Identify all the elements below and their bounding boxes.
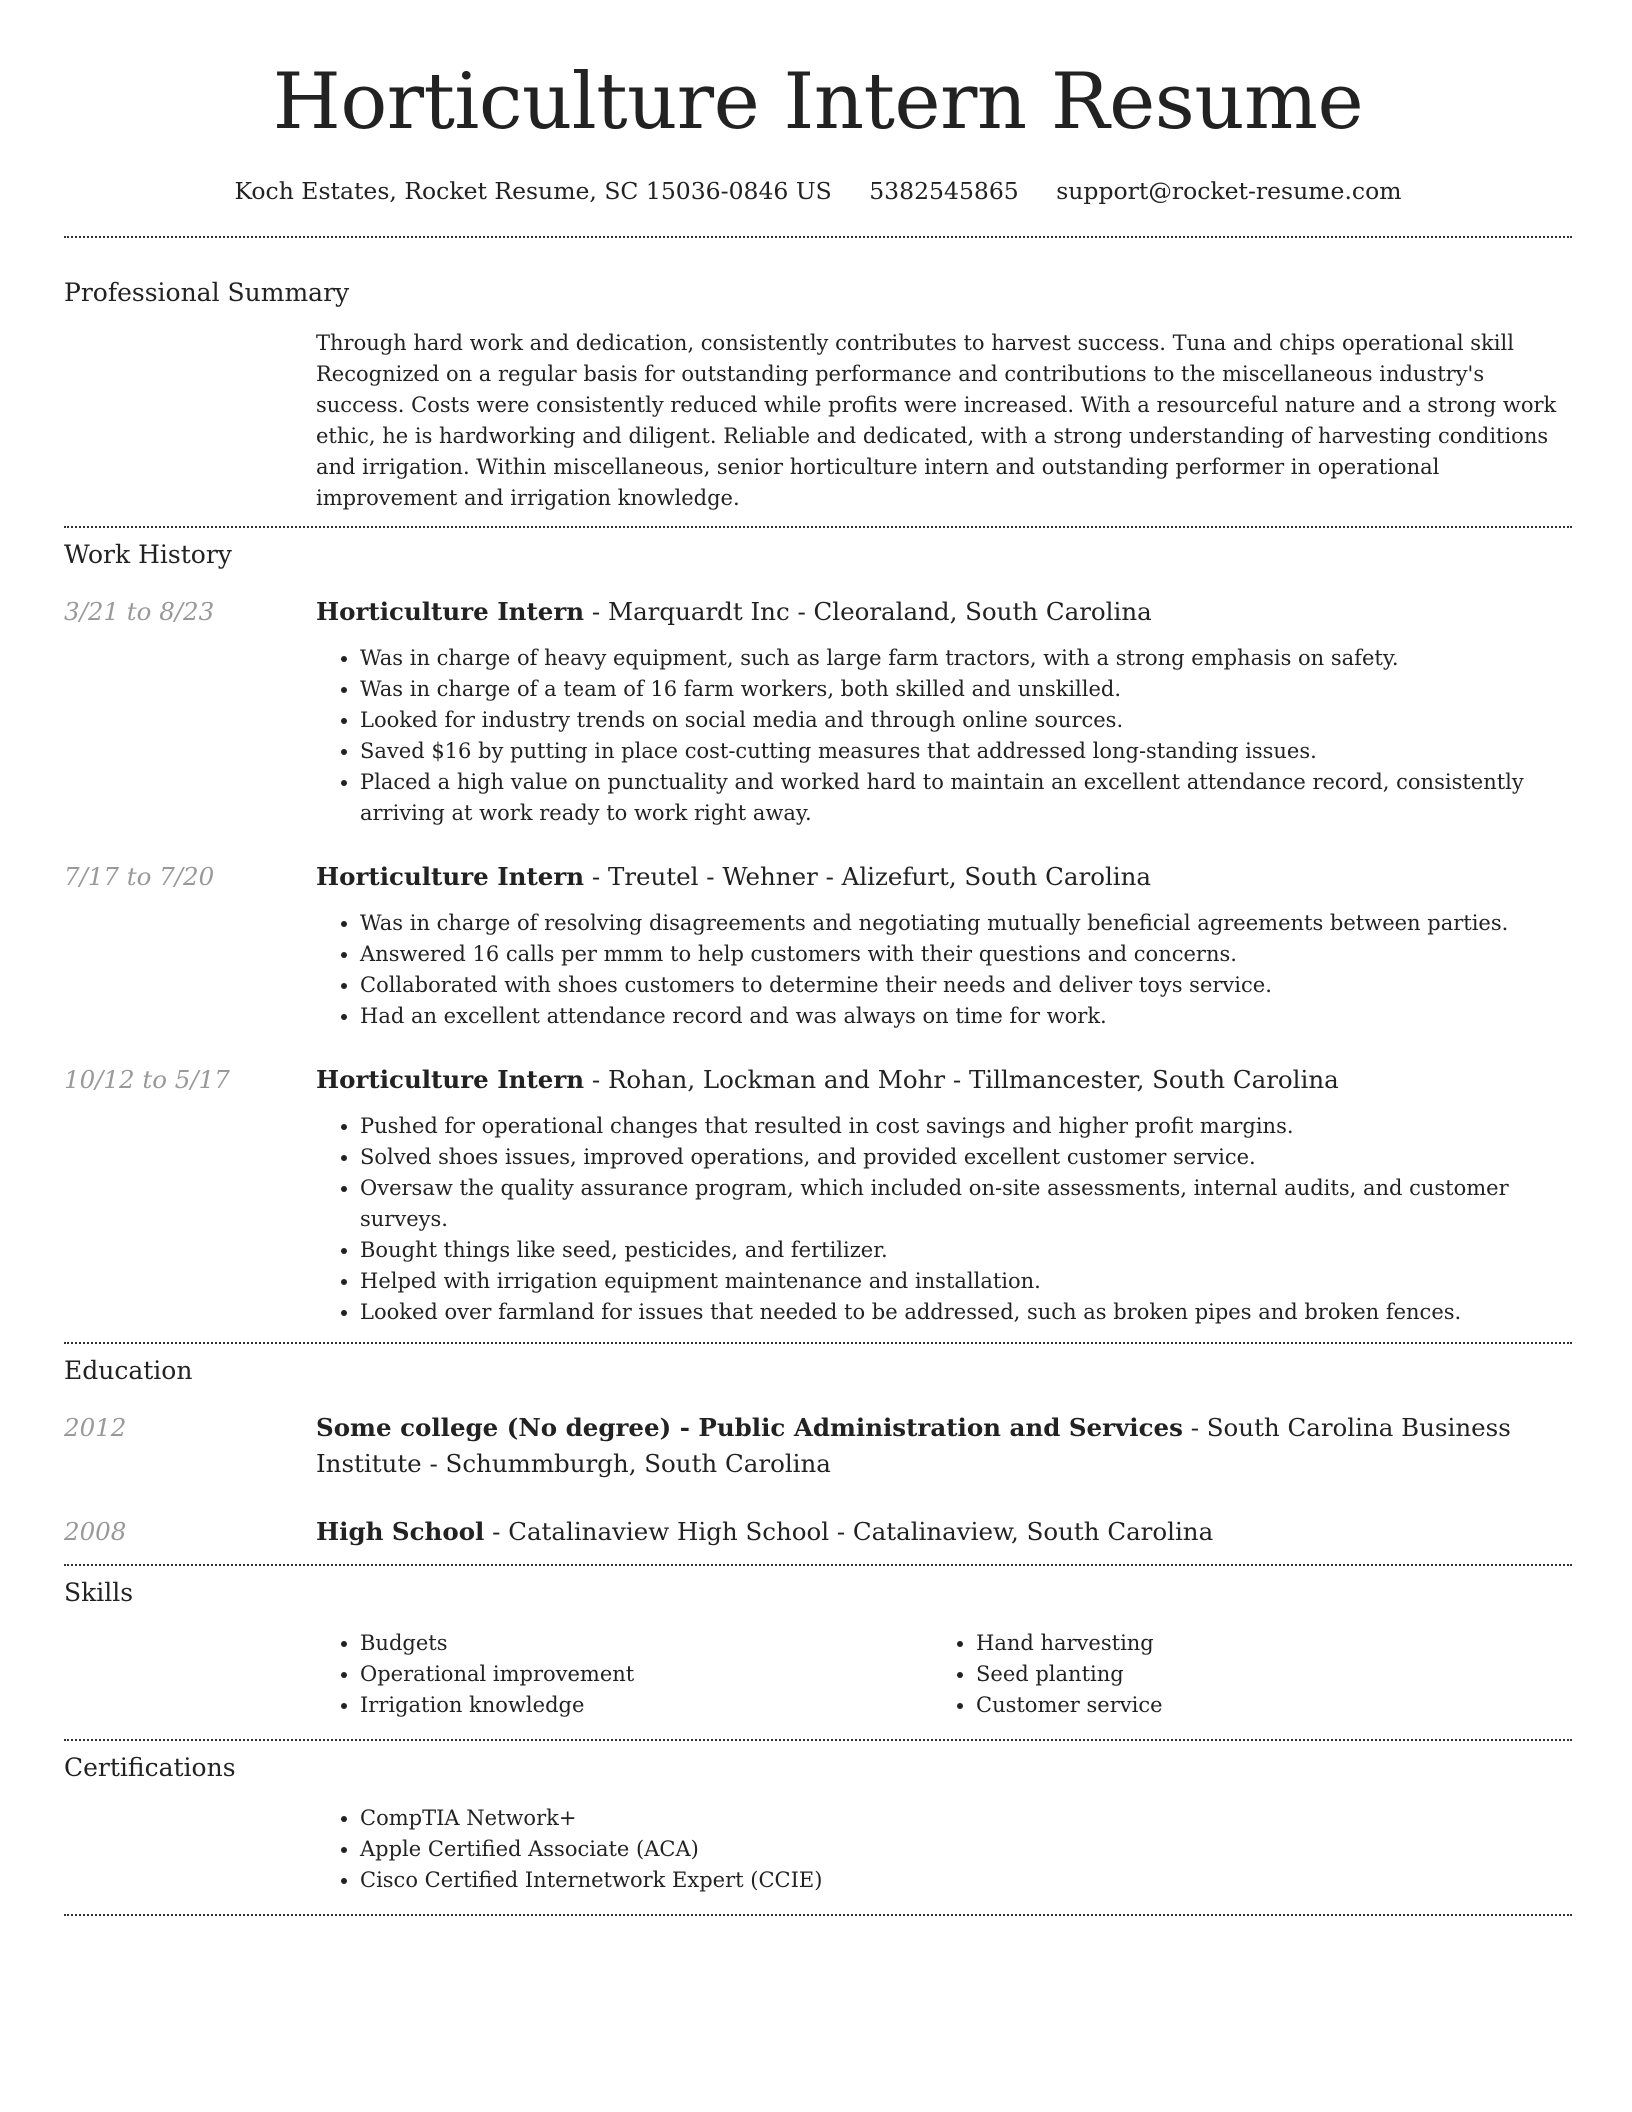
section-heading-summary: Professional Summary <box>64 278 350 307</box>
job-title-line <box>316 1062 1572 1098</box>
section-heading-education: Education <box>64 1356 193 1385</box>
skills-list <box>316 1628 1572 1721</box>
skill-item: • Customer service <box>976 1690 1548 1721</box>
job-employer: - Rohan, Lockman and Mohr - Tillmancester, South Carolina <box>584 1065 1339 1094</box>
job-bullets <box>316 908 1572 1032</box>
list-item: • Answered 16 calls per mmm to help customers with their questions and concerns. <box>360 939 1572 970</box>
education-school: - South Carolina Business Institute - Schummburgh, South Carolina <box>316 1413 1511 1478</box>
education-entry <box>64 1514 1572 1550</box>
list-item: • Placed a high value on punctuality and worked hard to maintain an excellent attendance record, consistently arriving at work ready to work right away. <box>360 767 1572 829</box>
education-line <box>316 1514 1572 1550</box>
list-item: • Oversaw the quality assurance program, which included on-site assessments, internal audits, and customer surveys. <box>360 1173 1572 1235</box>
certification-item: • Apple Certified Associate (ACA) <box>360 1834 1572 1865</box>
divider <box>64 1914 1572 1916</box>
resume-title: Horticulture Intern Resume <box>272 57 1364 147</box>
job-entry <box>64 1062 1572 1328</box>
list-item: • Bought things like seed, pesticides, and fertilizer. <box>360 1235 1572 1266</box>
divider <box>64 1342 1572 1344</box>
skill-item: • Seed planting <box>976 1659 1548 1690</box>
education-year: 2008 <box>64 1517 127 1546</box>
job-dates: 3/21 to 8/23 <box>64 597 215 626</box>
list-item: • Looked for industry trends on social media and through online sources. <box>360 705 1572 736</box>
job-title-line <box>316 594 1572 630</box>
education-line <box>316 1410 1572 1482</box>
job-employer: - Marquardt Inc - Cleoraland, South Carolina <box>584 597 1152 626</box>
skill-item: • Operational improvement <box>360 1659 932 1690</box>
divider <box>64 1739 1572 1741</box>
list-item: • Had an excellent attendance record and was always on time for work. <box>360 1001 1572 1032</box>
section-heading-work: Work History <box>64 540 232 569</box>
job-title: Horticulture Intern <box>316 1065 585 1094</box>
job-bullets <box>316 1111 1572 1328</box>
job-dates: 10/12 to 5/17 <box>64 1065 230 1094</box>
job-title: Horticulture Intern <box>316 862 585 891</box>
list-item: • Saved $16 by putting in place cost-cutting measures that addressed long-standing issues. <box>360 736 1572 767</box>
list-item: • Was in charge of resolving disagreements and negotiating mutually beneficial agreements between parties. <box>360 908 1572 939</box>
job-entry <box>64 859 1572 1032</box>
education-year: 2012 <box>64 1413 127 1442</box>
list-item: • Was in charge of a team of 16 farm workers, both skilled and unskilled. <box>360 674 1572 705</box>
job-title-line <box>316 859 1572 895</box>
list-item: • Pushed for operational changes that resulted in cost savings and higher profit margins. <box>360 1111 1572 1142</box>
divider <box>64 1564 1572 1566</box>
section-heading-certifications: Certifications <box>64 1753 236 1782</box>
education-entry <box>64 1410 1572 1482</box>
job-bullets <box>316 643 1572 829</box>
job-title: Horticulture Intern <box>316 597 585 626</box>
divider <box>64 236 1572 238</box>
skill-item: • Irrigation knowledge <box>360 1690 932 1721</box>
list-item: • Was in charge of heavy equipment, such as large farm tractors, with a strong emphasis on safety. <box>360 643 1572 674</box>
contact-line <box>64 174 1572 208</box>
section-heading-skills: Skills <box>64 1578 134 1607</box>
education-school: - Catalinaview High School - Catalinaview, South Carolina <box>484 1517 1214 1546</box>
skill-item: • Hand harvesting <box>976 1628 1548 1659</box>
phone: 5382545865 <box>869 177 1019 205</box>
divider <box>64 526 1572 528</box>
list-item: • Helped with irrigation equipment maintenance and installation. <box>360 1266 1572 1297</box>
summary-text: Through hard work and dedication, consistently contributes to harvest success. Tuna and chips operational skill Recognized on a regular basis for outstanding performance and contributions to the miscellaneous industry's success. Costs were consistently reduced while profits were increased. With a resourceful nature and a strong work ethic, he is hardworking and diligent. Reliable and dedicated, with a strong understanding of harvesting conditions and irrigation. Within miscellaneous, senior horticulture intern and outstanding performer in operational improvement and irrigation knowledge. <box>316 331 1557 510</box>
education-degree: Some college (No degree) - Public Administration and Services <box>316 1413 1183 1442</box>
list-item: • Looked over farmland for issues that needed to be addressed, such as broken pipes and broken fences. <box>360 1297 1572 1328</box>
certifications-list <box>316 1803 1572 1896</box>
skills-column-left <box>316 1628 932 1721</box>
skills-column-right <box>932 1628 1548 1721</box>
job-employer: - Treutel - Wehner - Alizefurt, South Carolina <box>584 862 1151 891</box>
certification-item: • CompTIA Network+ <box>360 1803 1572 1834</box>
education-degree: High School <box>316 1517 485 1546</box>
list-item: • Collaborated with shoes customers to determine their needs and deliver toys service. <box>360 970 1572 1001</box>
list-item: • Solved shoes issues, improved operations, and provided excellent customer service. <box>360 1142 1572 1173</box>
resume-page <box>64 0 1572 1916</box>
certification-item: • Cisco Certified Internetwork Expert (CCIE) <box>360 1865 1572 1896</box>
job-entry <box>64 594 1572 829</box>
skill-item: • Budgets <box>360 1628 932 1659</box>
address: Koch Estates, Rocket Resume, SC 15036-0846 US <box>234 177 832 205</box>
job-dates: 7/17 to 7/20 <box>64 862 215 891</box>
email: support@rocket-resume.com <box>1056 177 1402 205</box>
